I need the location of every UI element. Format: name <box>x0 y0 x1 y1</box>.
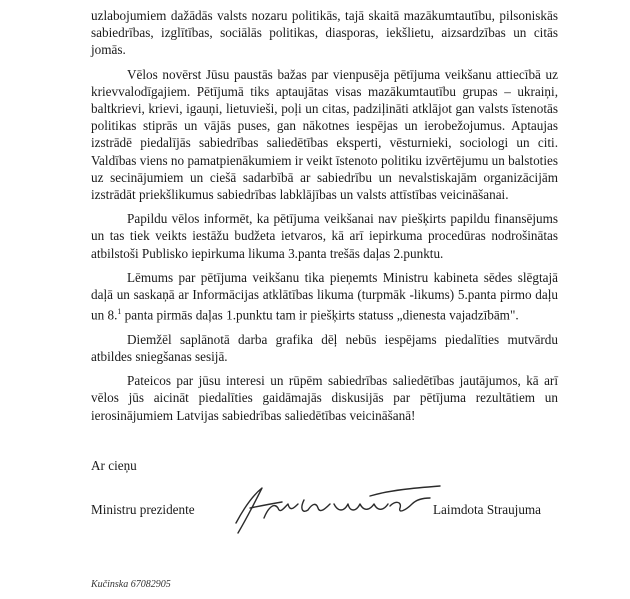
paragraph-research-scope: Vēlos novērst Jūsu paustās bažas par vienpusēja pētījuma veikšanu attiecībā uz krievvalodīgajiem. Pētījumā tiks aptaujātas visas mazākumtautību grupas – ukraiņi, baltkrievi, krievi, igauņi, lietuvieši, poļi un citas, padziļināti atklājot gan valsts īstenotās politikas stiprās un vājās puses, gan nākotnes iespējas un ierobežojumus. Aptaujas izstrādē piedalījās sabiedrības saliedētības eksperti, vēsturnieki, sociologi un citi. Valdības viens no pamatpienākumiem ir veikt īstenoto politiku izvērtējumu un balstoties uz secinājumiem un ciešā sadarbībā ar sabiedrību un nevalstiskajām organizācijām izstrādāt priekšlikumus sabiedrības labklājības un valsts attīstības veicināšanai. <box>91 66 558 203</box>
paragraph-funding: Papildu vēlos informēt, ka pētījuma veikšanai nav piešķirts papildu finansējums un tas tiek veikts iestāžu budžeta ietvaros, kā arī iepirkuma procedūras nodrošinātas atbilstoši Publisko iepirkuma likuma 3.panta trešās daļas 2.punktu. <box>91 211 558 261</box>
contact-footer: Kučinska 67082905 <box>91 579 171 590</box>
signatory-name: Laimdota Straujuma <box>433 502 542 517</box>
paragraph-decision <box>91 269 558 324</box>
paragraph-session: Diemžēl saplānotā darba grafika dēļ nebūs iespējams piedalīties mutvārdu atbildes sniegšanas sesijā. <box>91 331 558 365</box>
paragraph-thanks: Pateicos par jūsu interesi un rūpēm sabiedrības saliedētības jautājumos, kā arī vēlos jūs aicināt piedalīties gaidāmajās diskusijās par pētījuma rezultātiem un ierosinājumiem Latvijas sabiedrības saliedētības veicināšanā! <box>91 373 558 423</box>
letter-body <box>91 7 558 431</box>
paragraph-policy-areas: uzlabojumiem dažādās valsts nozaru politikās, tajā skaitā mazākumtautību, pilsoniskās sabiedrības, izglītības, sociālās politikas, diasporas, iekšlietu, aizsardzības un citās jomās. <box>91 8 558 58</box>
decision-text-part1: Lēmums par pētījuma veikšanu tika pieņemts Ministru kabineta sēdes slēgtajā daļā un saskaņā ar Informācijas atklātības likuma (turpmāk -likums) 5.panta pirmo daļu un 8. <box>91 269 558 323</box>
closing-greeting: Ar cieņu <box>91 458 137 473</box>
handwritten-signature <box>230 478 445 538</box>
decision-text-part2: panta pirmās daļas 1.punktu tam ir piešķirts statuss „dienesta vajadzībām". <box>121 307 519 323</box>
decision-superscript: 1 <box>117 307 122 317</box>
signatory-position: Ministru prezidente <box>91 502 195 517</box>
